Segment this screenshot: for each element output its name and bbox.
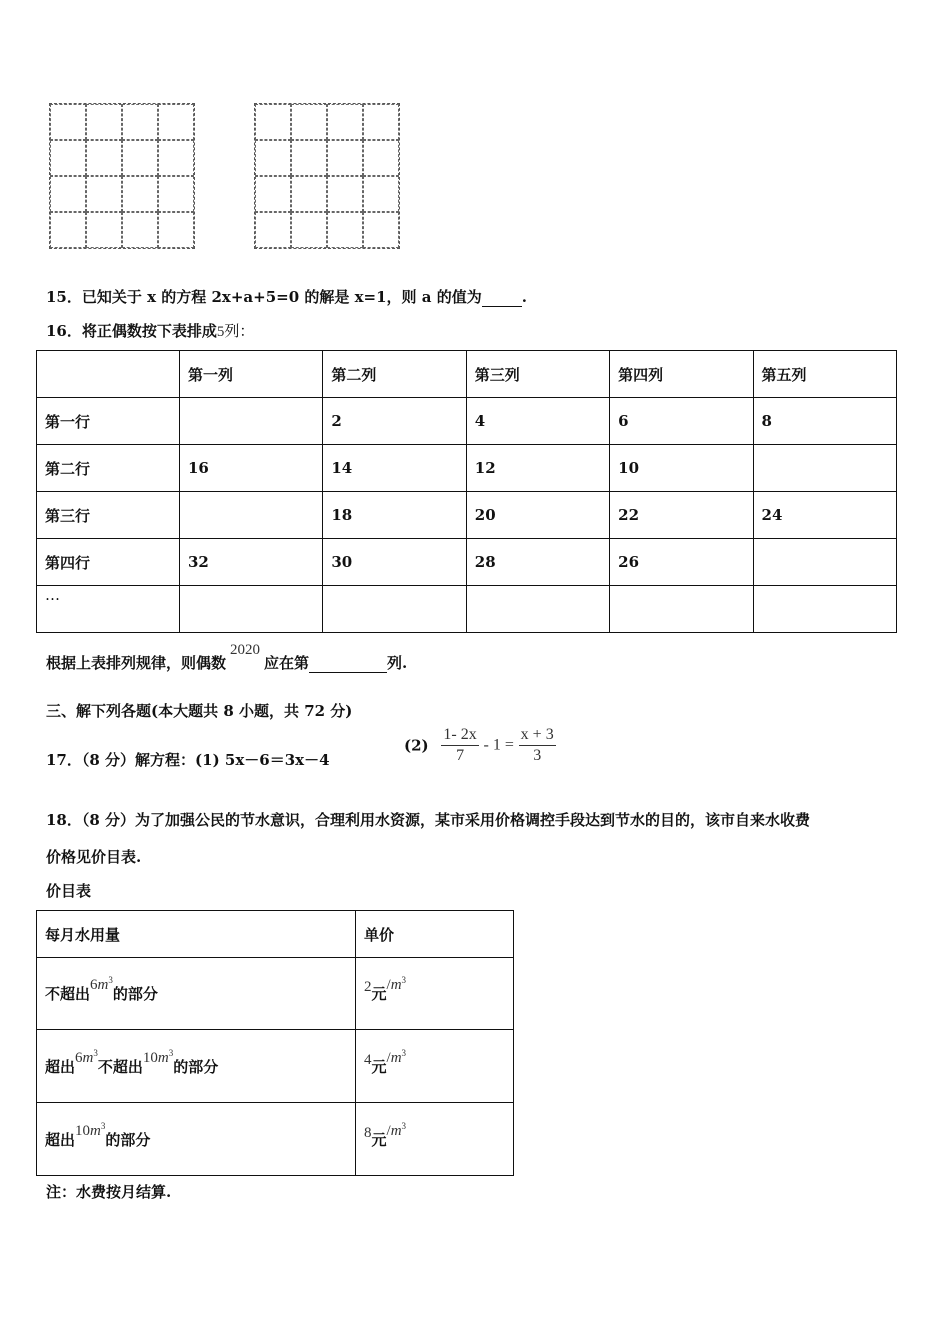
table-cell: … xyxy=(37,586,180,633)
table-cell xyxy=(753,445,896,492)
unit-m: m xyxy=(390,977,402,993)
table-cell: 14 xyxy=(323,445,466,492)
row2-usage xyxy=(37,1030,356,1103)
row2-post: 的部分 xyxy=(173,1057,219,1076)
price-table-title: 价目表 xyxy=(46,882,92,900)
row3-price xyxy=(356,1103,514,1176)
row2-quantity-2 xyxy=(142,1047,174,1066)
part-2-label: (2) xyxy=(404,736,429,755)
row3-usage xyxy=(37,1103,356,1176)
row1-post: 的部分 xyxy=(112,985,158,1003)
price-unit xyxy=(386,1120,407,1139)
unit-slash: / xyxy=(386,977,391,993)
question-17-text: 17．（8 分）解方程：(1) 5x－6＝3x－4 xyxy=(46,751,330,769)
row3-post: 的部分 xyxy=(105,1130,151,1149)
unit-m: m xyxy=(90,1122,101,1139)
table-cell: 30 xyxy=(323,539,466,586)
fraction-2-numerator: x + 3 xyxy=(519,725,556,746)
even-number-table xyxy=(36,350,897,633)
table-cell: 24 xyxy=(753,492,896,539)
table-header-row xyxy=(37,351,897,398)
question-17-part2 xyxy=(404,725,556,766)
minus-one-equals: - 1 = xyxy=(483,736,514,754)
table-cell: 18 xyxy=(323,492,466,539)
unit-exp: 3 xyxy=(401,1047,407,1058)
answer-blank[interactable] xyxy=(309,654,387,673)
unit-m: m xyxy=(390,1122,402,1139)
table-cell: 28 xyxy=(466,539,609,586)
unit-yuan: 元 xyxy=(371,985,387,1003)
unit-m: m xyxy=(97,977,109,993)
row2-price xyxy=(356,1030,514,1103)
table-cell: 20 xyxy=(466,492,609,539)
followup-mid: 应在第 xyxy=(264,654,310,672)
question-17 xyxy=(46,749,330,770)
even-number-2020: 2020 xyxy=(230,642,261,658)
table-cell xyxy=(753,539,896,586)
table-cell: 16 xyxy=(179,445,322,492)
table-cell: 第四行 xyxy=(37,539,180,586)
table-cell: 第二列 xyxy=(323,351,466,398)
unit-m: m xyxy=(390,1049,402,1066)
table-cell xyxy=(323,586,466,633)
question-16-followup xyxy=(46,642,408,673)
table-cell: 第四列 xyxy=(610,351,753,398)
note: 注：水费按月结算. xyxy=(46,1183,172,1201)
table-cell xyxy=(466,586,609,633)
row1-usage xyxy=(37,958,356,1030)
unit-exp: 3 xyxy=(401,975,407,985)
practice-grid-left xyxy=(49,103,195,249)
table-cell: 第二行 xyxy=(37,445,180,492)
question-15-text: 15．已知关于 x 的方程 2x+a+5=0 的解是 x=1，则 a 的值为 xyxy=(46,288,482,306)
price-unit xyxy=(386,1047,407,1066)
row3-price-value: 8 xyxy=(364,1124,372,1141)
question-15 xyxy=(46,286,527,307)
table-cell xyxy=(179,492,322,539)
table-cell: 12 xyxy=(466,445,609,492)
fraction-1 xyxy=(441,725,478,766)
followup-text: 根据上表排列规律，则偶数 xyxy=(46,654,227,672)
price-unit xyxy=(387,977,407,993)
row2-quantity-1 xyxy=(75,1047,98,1066)
unit-exp: 3 xyxy=(100,1120,106,1131)
fraction-2-denominator: 3 xyxy=(533,747,542,764)
table-row xyxy=(37,539,897,586)
table-cell: 第一行 xyxy=(37,398,180,445)
unit-exp: 3 xyxy=(108,975,113,985)
row2-pre: 超出 xyxy=(45,1057,76,1076)
row3-num: 10 xyxy=(75,1122,91,1139)
unit-exp: 3 xyxy=(401,1120,407,1131)
table-cell xyxy=(37,351,180,398)
table-cell: 4 xyxy=(466,398,609,445)
question-15-end: . xyxy=(521,288,527,306)
row2-num1: 6 xyxy=(75,1049,83,1066)
table-cell: 2 xyxy=(323,398,466,445)
table-cell: 第三行 xyxy=(37,492,180,539)
unit-exp: 3 xyxy=(93,1047,98,1058)
answer-blank[interactable] xyxy=(482,288,522,307)
question-16-text: 16．将正偶数按下表排成 xyxy=(46,322,217,340)
followup-end: 列. xyxy=(387,654,408,672)
row1-price-value: 2 xyxy=(364,979,372,995)
table-row xyxy=(37,586,897,633)
table-cell: 6 xyxy=(610,398,753,445)
unit-m: m xyxy=(82,1049,94,1066)
table-cell xyxy=(179,586,322,633)
table-cell xyxy=(753,586,896,633)
table-cell xyxy=(610,586,753,633)
row2-price-value: 4 xyxy=(364,1051,372,1068)
table-cell: 32 xyxy=(179,539,322,586)
table-cell: 第三列 xyxy=(466,351,609,398)
row1-price xyxy=(356,958,514,1030)
unit-slash: / xyxy=(386,1049,391,1066)
table-cell xyxy=(179,398,322,445)
table-cell: 26 xyxy=(610,539,753,586)
unit-yuan: 元 xyxy=(371,1130,387,1149)
row3-pre: 超出 xyxy=(45,1130,76,1149)
row1-num: 6 xyxy=(90,977,98,993)
table-cell: 第一列 xyxy=(179,351,322,398)
table-row xyxy=(37,398,897,445)
row3-quantity xyxy=(75,1120,106,1139)
table-row xyxy=(37,445,897,492)
table-row xyxy=(37,492,897,539)
question-16-end: 列： xyxy=(224,322,255,340)
table-cell: 10 xyxy=(610,445,753,492)
fraction-1-denominator: 7 xyxy=(456,747,465,764)
question-16-intro xyxy=(46,320,254,341)
fraction-1-numerator: 1- 2x xyxy=(441,725,478,746)
unit-slash: / xyxy=(386,1122,391,1139)
water-price-table xyxy=(36,910,514,1176)
question-18-line1: 18．（8 分）为了加强公民的节水意识，合理利用水资源，某市采用价格调控手段达到节水的目的，该市自来水收费 xyxy=(46,811,811,829)
unit-exp: 3 xyxy=(168,1047,174,1058)
table-cell: 8 xyxy=(753,398,896,445)
unit-m: m xyxy=(157,1049,169,1066)
row2-num2: 10 xyxy=(142,1049,158,1066)
row1-pre: 不超出 xyxy=(45,985,91,1003)
unit-yuan: 元 xyxy=(371,1057,387,1076)
question-18-line2: 价格见价目表. xyxy=(46,848,142,866)
fraction-2 xyxy=(519,725,556,766)
row2-mid: 不超出 xyxy=(97,1057,143,1076)
table-cell: 第五列 xyxy=(753,351,896,398)
practice-grid-right xyxy=(254,103,400,249)
column-count: 5 xyxy=(216,324,225,340)
header-price: 单价 xyxy=(356,911,514,958)
table-cell: 22 xyxy=(610,492,753,539)
section-3-heading: 三、解下列各题(本大题共 8 小题，共 72 分) xyxy=(46,702,353,720)
header-usage: 每月水用量 xyxy=(37,911,356,958)
row1-quantity xyxy=(90,977,113,993)
